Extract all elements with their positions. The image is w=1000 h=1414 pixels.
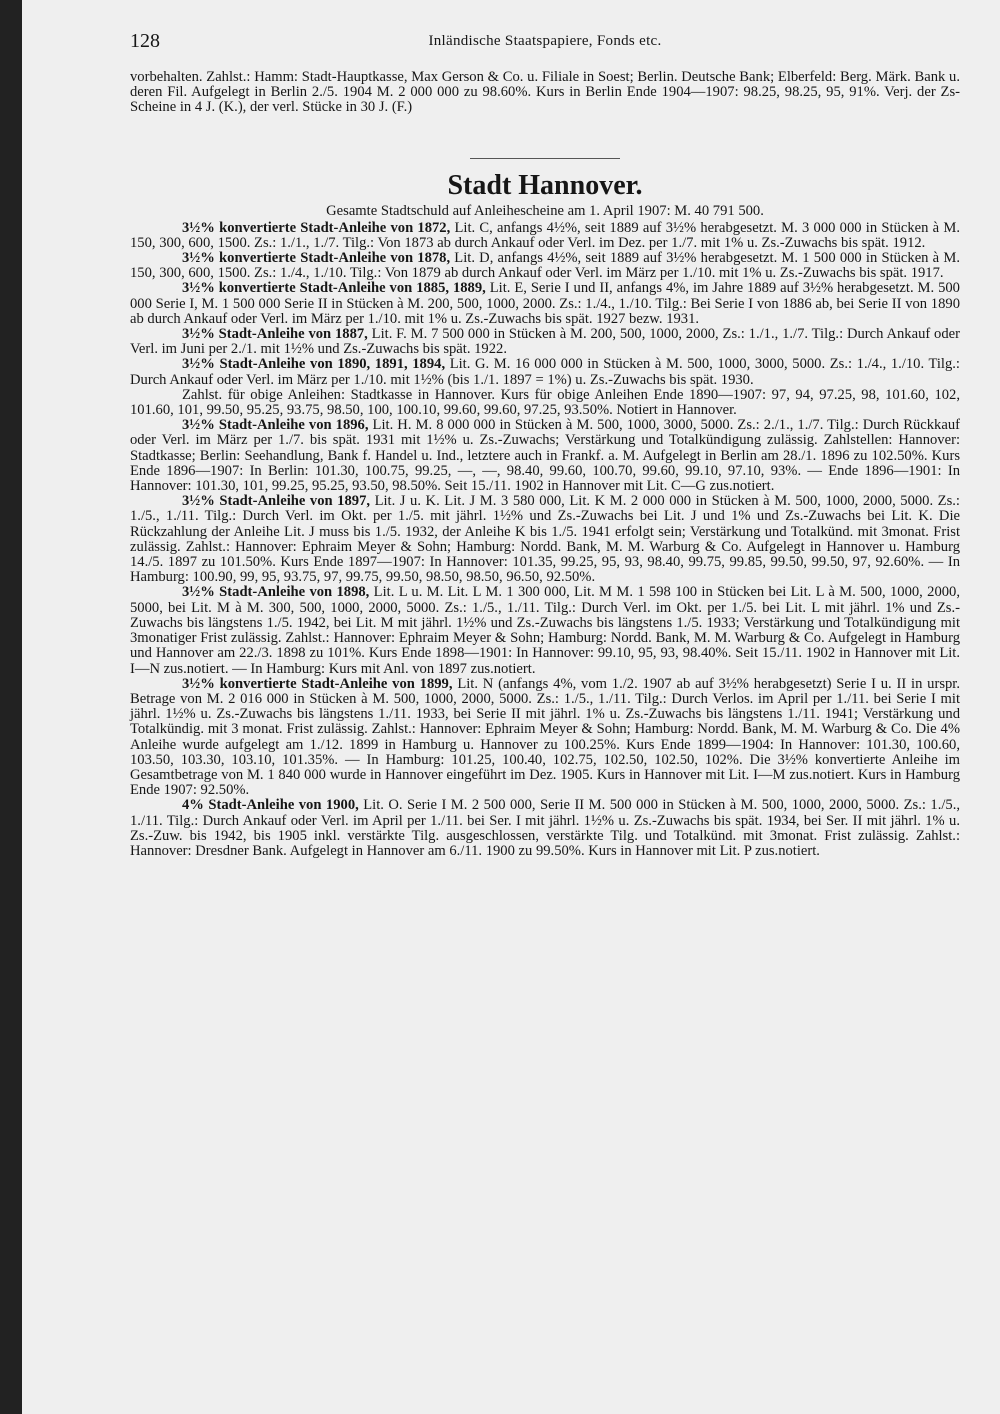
entry-text: Lit. G. M. 16 000 000 in Stücken à M. 500, 1000, 3000, 5000. Zs.: 1./4., 1./10. Tilg.: Durch Ankauf oder Verl. im März per 1./10. mit 1½% (bis 1./1. 1897 = 1%) u. Zs.-Zuwachs bis spät. 1930. (130, 356, 960, 388)
page-number: 128 (130, 30, 160, 52)
entry-heading: 3½% konvertierte Stadt-Anleihe von 1872, (182, 219, 451, 236)
entry-heading: 3½% Stadt-Anleihe von 1887, (182, 326, 368, 343)
bond-entry-1872 (130, 221, 960, 251)
entry-heading: 3½% konvertierte Stadt-Anleihe von 1899, (182, 675, 453, 692)
section-divider (470, 158, 620, 159)
entry-heading: 3½% Stadt-Anleihe von 1898, (182, 584, 370, 601)
book-spine-shadow (0, 0, 22, 1414)
entry-heading: 3½% konvertierte Stadt-Anleihe von 1878, (182, 250, 451, 267)
bond-entry-1885 (130, 281, 960, 327)
bond-entry-1898 (130, 585, 960, 676)
entry-text: Lit. L u. M. Lit. L M. 1 300 000, Lit. M M. 1 598 100 in Stücken bei Lit. L à M. 500, 1000, 2000, 5000, bei Lit. M à M. 300, 500, 1000, 2000, 5000. Zs.: 1./5., 1./11. Tilg.: Durch Verl. im Okt. per 1./5. bei Lit. L mit jährl. 1% und Zs.-Zuwachs bis längstens 1./5. 1942, bei Lit. M mit jährl. 1½% und Zs.-Zuwachs bis längstens 1./5. 1933; Verstärkung und Totalkündigung mit 3monatiger Frist zulässig. Zahlst.: Hannover: Ephraim Meyer & Sohn; Hamburg: Nordd. Bank, M. M. Warburg & Co. Aufgelegt in Hamburg und Hannover am 22./3. 1898 zu 101%. Kurs Ende 1898—1901: In Hannover: 99.10, 95, 93, 98.40%. Seit 15./11. 1902 in Hannover mit Lit. I—N zus.notiert. — In Hamburg: Kurs mit Anl. von 1897 zus.notiert. (130, 584, 960, 677)
bond-entry-1887 (130, 327, 960, 357)
page-body (130, 70, 960, 859)
entry-text: Zahlst. für obige Anleihen: Stadtkasse in Hannover. Kurs für obige Anleihen Ende 1890—1907: 97, 94, 97.25, 98, 101.60, 102, 101.60, 101, 99.50, 95.25, 93.75, 98.50, 100, 100.10, 99.60, 99.60, 97.25, 93.50%. Notiert in Hannover. (130, 386, 960, 419)
running-head: Inländische Staatspapiere, Fonds etc. (428, 33, 662, 49)
entry-text: Lit. H. M. 8 000 000 in Stücken à M. 500, 1000, 3000, 5000. Zs.: 2./1., 1./7. Tilg.: Durch Rückkauf oder Verl. im März per 1./7. bis spät. 1931 mit 1½% u. Zs.-Zuwachs; Verstärkung und Totalkündigung zulässig. Zahlstellen: Hannover: Stadtkasse; Berlin: Seehandlung, Bank f. Handel u. Ind., letztere auch in Frankf. a. M. Aufgelegt in Berlin am 28./1. 1896 zu 102.50%. Kurs Ende 1896—1907: In Berlin: 101.30, 100.75, 99.25, —, —, 98.40, 99.60, 100.70, 99.60, 99.10, 97.10, 93%. — Ende 1896—1901: In Hannover: 101.30, 101, 99.25, 95.25, 93.50, 98.50%. Seit 15./11. 1902 in Hannover mit Lit. C—G zus.notiert. (130, 417, 960, 495)
entry-heading: 3½% Stadt-Anleihe von 1890, 1891, 1894, (182, 356, 446, 373)
entry-heading: 4% Stadt-Anleihe von 1900, (182, 797, 359, 814)
section-subtitle: Gesamte Stadtschuld auf Anleihescheine am 1. April 1907: M. 40 791 500. (326, 202, 764, 219)
intro-paragraph: vorbehalten. Zahlst.: Hamm: Stadt-Hauptkasse, Max Gerson & Co. u. Filiale in Soest; Berlin. Deutsche Bank; Elberfeld: Berg. Märk. Bank u. deren Fil. Aufgelegt in Berlin 2./5. 1904 M. 2 000 000 zu 98.60%. Kurs in Berlin Ende 1904—1907: 98.25, 98.25, 95, 91%. Verj. der Zs-Scheine in 4 J. (K.), der verl. Stücke in 30 J. (F.) (130, 69, 960, 116)
bond-entry-1878 (130, 251, 960, 281)
paying-agents-note (130, 388, 960, 418)
bond-entry-1890 (130, 357, 960, 387)
entry-text: Lit. O. Serie I M. 2 500 000, Serie II M. 500 000 in Stücken à M. 500, 1000, 2000, 5000. Zs.: 1./5., 1./11. Tilg.: Durch Ankauf oder Verl. im April per 1./11. bei Ser. I mit jährl. 1½% u. Zs.-Zuwachs bis spät. 1934, bei Ser. II mit jährl. 1% u. Zs.-Zuw. bis 1942, bis 1905 inkl. verstärkte Tilg. ausgeschlossen, verstärkte Tilg. und Totalkünd. mit 3monat. Frist zulässig. Zahlst.: Hannover: Dresdner Bank. Aufgelegt in Hannover am 6./11. 1900 zu 99.50%. Kurs in Hannover mit Lit. P zus.notiert. (130, 797, 960, 859)
entry-text: Lit. N (anfangs 4%, vom 1./2. 1907 ab auf 3½% herabgesetzt) Serie I u. II in urspr. Betrage von M. 2 016 000 in Stücken à M. 500, 1000, 2000, 5000. Zs.: 1./5., 1./11. Tilg.: Durch Verlos. im April per 1./11. bei Serie I mit jährl. 1½% u. Zs.-Zuwachs bis längstens 1./11. 1933, bei Serie II mit jährl. 1% u. Zs.-Zuwachs bis längstens 1./11. 1941; Verstärkung und Totalkündig. mit 3 monat. Frist zulässig. Zahlst.: Hannover: Ephraim Meyer & Sohn; Hamburg: Nordd. Bank, M. M. Warburg & Co. Die 4% Anleihe wurde aufgelegt am 1./12. 1899 in Hamburg u. Hannover zu 100.25%. Kurs Ende 1899—1904: In Hannover: 101.30, 100.60, 103.50, 103.30, 103.10, 101.35%. — In Hamburg: 101.25, 100.40, 102.75, 102.50, 102.50, 102%. Die 3½% konvertierte Anleihe im Gesamtbetrage von M. 1 840 000 wurde in Hannover eingeführt im Dez. 1905. Kurs in Hannover mit Lit. I—M zus.notiert. Kurs in Hamburg Ende 1907: 92.50%. (130, 675, 960, 799)
entry-text: Lit. E, Serie I und II, anfangs 4%, im Jahre 1889 auf 3½% herabgesetzt. M. 500 000 Serie I, M. 1 500 000 Serie II in Stücken à M. 200, 500, 1000, 2000. Zs.: 1./4., 1./10. Tilg.: Bei Serie I von 1886 ab, bei Serie II von 1890 ab durch Ankauf oder Verl. im März per 1./10. mit 1% u. Zs.-Zuwachs bis spät. 1927 bezw. 1931. (130, 280, 960, 327)
entry-heading: 3½% Stadt-Anleihe von 1897, (182, 493, 371, 510)
bond-entry-1899 (130, 677, 960, 799)
section-title: Stadt Hannover. (447, 169, 643, 201)
entry-text: Lit. D, anfangs 4½%, seit 1889 auf 3½% herabgesetzt. M. 1 500 000 in Stücken à M. 150, 300, 600, 1500. Zs.: 1./4., 1./10. Tilg.: Von 1879 ab durch Ankauf oder Verl. im März per 1./10. mit 1% u. Zs.-Zuwachs bis spät. 1917. (130, 250, 960, 282)
entry-text: Lit. C, anfangs 4½%, seit 1889 auf 3½% herabgesetzt. M. 3 000 000 in Stücken à M. 150, 300, 600, 1500. Zs.: 1./1., 1./7. Tilg.: Von 1873 ab durch Ankauf oder Verl. im Dez. per 1./7. mit 1% u. Zs.-Zuwachs bis spät. 1912. (130, 219, 960, 251)
bond-entry-1896 (130, 418, 960, 494)
entry-heading: 3½% konvertierte Stadt-Anleihe von 1885, 1889, (182, 280, 486, 297)
scanned-page (22, 0, 1000, 1414)
page-header (130, 30, 960, 56)
entry-text: Lit. J u. K. Lit. J M. 3 580 000, Lit. K M. 2 000 000 in Stücken à M. 500, 1000, 2000, 5000. Zs.: 1./5., 1./11. Tilg.: Durch Verl. im Okt. per 1./5. mit jährl. 1½% und Zs.-Zuwachs bei Lit. J und 1% und Zs.-Zuwachs bei Lit. K. Die Rückzahlung der Anleihe Lit. J muss bis 1./5. 1932, der Anleihe K bis 1./5. 1941 erfolgt sein; Verstärkung und Totalkünd. mit 3monat. Frist zulässig. Zahlst.: Hannover: Ephraim Meyer & Sohn; Hamburg: Nordd. Bank, M. M. Warburg & Co. Aufgelegt in Hannover u. Hamburg 14./5. 1897 zu 101.50%. Kurs Ende 1897—1907: In Hannover: 101.35, 99.25, 95, 93, 98.40, 99.75, 99.85, 99.50, 99.50, 97, 92.60%. — In Hamburg: 100.90, 99, 95, 93.75, 97, 99.75, 99.50, 98.50, 98.50, 96.50, 92.50%. (130, 493, 960, 586)
entry-heading: 3½% Stadt-Anleihe von 1896, (182, 417, 369, 434)
entry-text: Lit. F. M. 7 500 000 in Stücken à M. 200, 500, 1000, 2000, Zs.: 1./1., 1./7. Tilg.: Durch Ankauf oder Verl. im Juni per 2./1. mit 1½% und Zs.-Zuwachs bis spät. 1922. (130, 326, 960, 358)
bond-entry-1900 (130, 798, 960, 859)
bond-entry-1897 (130, 494, 960, 585)
